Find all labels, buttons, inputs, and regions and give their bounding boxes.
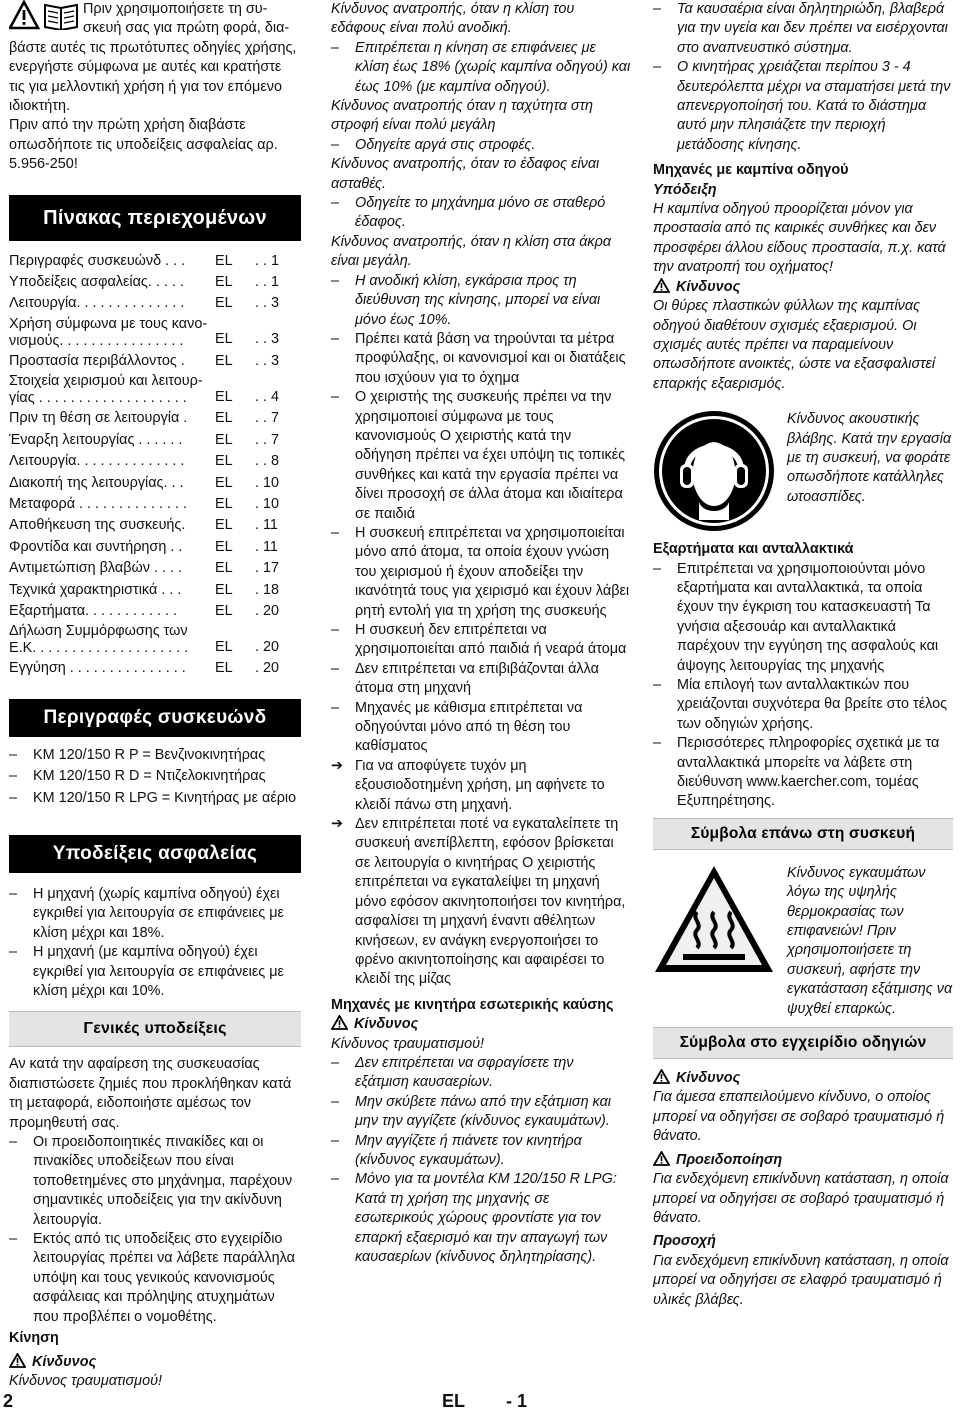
toc-item-lang: EL — [215, 638, 233, 655]
toc-item-title-cont: νισμούς. . . . . . . . . . . . . . . . — [9, 332, 184, 349]
warning-icon — [653, 1069, 670, 1084]
warning-icon — [653, 278, 670, 293]
toc-item-page: . 17 — [255, 560, 280, 577]
hot-surface-icon — [653, 864, 775, 976]
hint-text: Η καμπίνα οδηγού προορίζεται μόνον για προστασία από τις καιρικές συνθήκες και δεν προσφέρει άλλου είδους προστασία, π.χ. κατά την ανατροπή του οχήματος! — [653, 201, 946, 276]
toc-item-lang: EL — [215, 295, 233, 312]
arrow-item: ➔ Δεν επιτρέπεται ποτέ να εγκαταλείπετε τη συσκευή ανεπίβλεπτη, εφόσον βρίσκεται σε λειτουργία ο κινητήρας Ο χειριστής επιτρέπεται να εγκαταλείψει τη μηχανή μόνο εφόσον ακινητοποιήσει τον κινητήρα, ασφαλίσει τη μηχανή έναντι αθέλητων κινήσεων, εν ανάγκη ενεργοποιήσει το φρένο ακινητοποίησης και αφαιρέσει το κλειδί της μίζας — [331, 815, 631, 990]
toc-item[interactable] — [9, 538, 301, 557]
danger-description: Για άμεσα επαπειλούμενο κίνδυνο, ο οποίος μπορεί να οδηγήσει σε σοβαρό τραυματισμό ή θάνατο. — [653, 1089, 945, 1145]
column-right — [653, 0, 953, 1310]
list-item: – Ο κινητήρας χρειάζεται περίπου 3 - 4 δευτερόλεπτα μέχρι να σταματήσει μετά την απενεργοποίησή του. Κατά το διάστημα αυτό μην πλησιάζετε την περιοχή μετάδοσης κίνησης. — [653, 58, 953, 155]
toc-item-page: . . 8 — [255, 453, 279, 470]
toc-item-title: Φροντίδα και συντήρηση . . — [9, 538, 183, 555]
intro-safety-ref: Πριν από την πρώτη χρήση διαβάστε οπωσδήποτε τις υποδείξεις ασφαλείας αρ. 5.956-250! — [9, 117, 278, 173]
danger-label: Κίνδυνος — [331, 1015, 631, 1034]
cab-heading: Μηχανές με καμπίνα οδηγού — [653, 162, 849, 179]
toc-item-title: Αποθήκευση της συσκευής. — [9, 517, 186, 534]
engine-heading: Μηχανές με κινητήρα εσωτερικής καύσης — [331, 996, 614, 1013]
list-item: – Δεν επιτρέπεται να σφραγίσετε την εξάτμιση καυσαερίων. — [331, 1054, 631, 1093]
toc-item[interactable] — [9, 581, 301, 600]
toc-item-title: Δήλωση Συμμόρφωσης των — [9, 623, 188, 640]
toc-item-lang: EL — [215, 517, 233, 534]
toc-item-page: . . 7 — [255, 431, 279, 448]
toc-item-lang: EL — [215, 410, 233, 427]
toc-item-title: Τεχνικά χαρακτηριστικά . . . — [9, 581, 182, 598]
intro-line-1: Πριν χρησιμοποιήσετε τη συ- — [83, 1, 268, 17]
list-item: – Τα καυσαέρια είναι δηλητηριώδη, βλαβερά για την υγεία και δεν πρέπει να εισέρχονται στο αναπνευστικό σύστημα. — [653, 0, 953, 58]
toc-item[interactable] — [9, 559, 301, 578]
toc-item-title: Χρήση σύμφωνα με τους κανο- — [9, 315, 208, 332]
toc-item-lang: EL — [215, 660, 233, 677]
toc-item-lang: EL — [215, 431, 233, 448]
list-item: – Μόνο για τα μοντέλα KM 120/150 R LPG: Κατά τη χρήση της μηχανής σε εσωτερικούς χώρους φροντίστε για τον επαρκή εξαερισμό και την απαγωγή των καυσαερίων (κίνδυνος δηλητηρίασης). — [331, 1170, 631, 1267]
toc-item-title: Προστασία περιβάλλοντος . — [9, 352, 185, 369]
list-item: – KM 120/150 R P = Βενζινοκινητήρας — [9, 746, 301, 765]
list-item: – KM 120/150 R LPG = Κινητήρας με αέριο — [9, 789, 301, 808]
danger-label: Κίνδυνος — [653, 1069, 953, 1088]
hot-surface-row — [653, 864, 953, 1019]
list-item: – Οδηγείτε το μηχάνημα μόνο σε σταθερό έδαφος. — [331, 194, 631, 233]
toc-item[interactable] — [9, 602, 301, 621]
toc-item-page: . . 3 — [255, 331, 279, 348]
toc-item-page: . . 3 — [255, 295, 279, 312]
warning-icon — [653, 1151, 670, 1166]
toc-item-page: . . 1 — [255, 274, 279, 291]
toc-item-lang: EL — [215, 453, 233, 470]
toc-item-title: Στοιχεία χειρισμού και λειτουρ- — [9, 373, 203, 390]
list-item: – Πρέπει κατά βάση να τηρούνται τα μέτρα προφύλαξης, οι κανονισμοί και οι διατάξεις που ισχύουν για το όχημα — [331, 330, 631, 388]
toc-item[interactable] — [9, 294, 301, 313]
list-item: – Περισσότερες πληροφορίες σχετικά με τα ανταλλακτικά μπορείτε να λάβετε στη διεύθυνση www.kaercher.com, τομέας Εξυπηρέτησης. — [653, 734, 953, 812]
toc-item-lang: EL — [215, 474, 233, 491]
toc-heading: Πίνακας περιεχομένων — [9, 195, 301, 241]
hint-label: Υπόδειξη — [653, 181, 717, 198]
toc-item[interactable] — [9, 409, 301, 428]
list-item: – Επιτρέπεται να χρησιμοποιούνται μόνο εξαρτήματα και ανταλλακτικά, τα οποία έχουν την έγκριση του κατασκευαστή Τα γνήσια αξεσουάρ και ανταλλακτικά παρέχουν την εγγύηση της ασφαλούς και άψογης λειτουργίας της μηχανής — [653, 560, 953, 676]
toc-item-title: Μεταφορά . . . . . . . . . . . . . . — [9, 495, 187, 512]
page-number: 2 — [3, 1391, 14, 1411]
list-item: – Μία επιλογή των ανταλλακτικών που χρειάζονται συχνότερα θα βρείτε στο τέλος των οδηγιών χρήσης. — [653, 676, 953, 734]
toc-item-lang: EL — [215, 560, 233, 577]
risk-text: Κίνδυνος ανατροπής, όταν το έδαφος είναι ασταθές. — [331, 156, 600, 192]
hearing-protection-icon — [653, 410, 775, 532]
list-item: – Επιτρέπεται η κίνηση σε επιφάνειες με κλίση έως 18% (χωρίς καμπίνα οδηγού) και έως 10% (με καμπίνα οδηγού). — [331, 39, 631, 97]
toc-item-page: . 11 — [255, 538, 278, 555]
list-item: – Η μηχανή (με καμπίνα οδηγού) έχει εγκριθεί για λειτουργία σε επιφάνειες με κλίση μέχρι και 10%. — [9, 943, 301, 1001]
general-text: Αν κατά την αφαίρεση της συσκευασίας διαπιστώσετε ζημιές που προκλήθηκαν κατά τη μεταφορά, ειδοποιήστε αμέσως τον προμηθευτή σας. — [9, 1056, 292, 1131]
toc-item[interactable] — [9, 659, 301, 678]
list-item: – Μηχανές με κάθισμα επιτρέπεται να οδηγούνται μόνο από τη θέση του καθίσματος — [331, 699, 631, 757]
toc-item-title: Εγγύηση . . . . . . . . . . . . . . . — [9, 660, 186, 677]
general-heading: Γενικές υποδείξεις — [9, 1011, 301, 1047]
toc-item-lang: EL — [215, 388, 233, 405]
toc-item-lang: EL — [215, 602, 233, 619]
toc-item-page: . . 3 — [255, 352, 279, 369]
toc-item[interactable] — [9, 474, 301, 493]
intro-block — [9, 0, 301, 175]
hot-surface-text: Κίνδυνος εγκαυμάτων λόγω της υψηλής θερμοκρασίας των επιφανειών! Πριν χρησιμοποιήσετε τη συσκευή, αφήστε την εγκατάσταση εξάτμισης να ψυχθεί επαρκώς. — [787, 864, 953, 1017]
list-item: – Μην σκύβετε πάνω από την εξάτμιση και μην την αγγίζετε (κίνδυνος εγκαυμάτων). — [331, 1093, 631, 1132]
toc-item-page: . . 4 — [255, 388, 279, 405]
toc-item[interactable] — [9, 516, 301, 535]
column-middle — [331, 0, 631, 1267]
list-item: – KM 120/150 R D = Ντιζελοκινητήρας — [9, 767, 301, 786]
toc-item-page: . 20 — [255, 638, 280, 655]
danger-label: Κίνδυνος — [653, 278, 953, 297]
device-symbols-heading: Σύμβολα επάνω στη συσκευή — [653, 818, 953, 850]
danger-label: Κίνδυνος — [9, 1353, 301, 1372]
list-item: – Δεν επιτρέπεται να επιβιβάζονται άλλα άτομα στη μηχανή — [331, 660, 631, 699]
toc-item-title: Αντιμετώπιση βλαβών . . . . — [9, 560, 182, 577]
list-item: – Η συσκευή επιτρέπεται να χρησιμοποιείται μόνο από άτομα, τα οποία έχουν γνώση του χειρισμού ή έχουν αποδείξει την ικανότητά τους για χειρισμό και έχουν λάβει ρητή εντολή για τη χρήση της συσκευής — [331, 524, 631, 621]
toc-item-title: Λειτουργία. . . . . . . . . . . . . . — [9, 453, 185, 470]
risk-text: Κίνδυνος ανατροπής όταν η ταχύτητα στη στροφή είναι πολύ μεγάλη — [331, 98, 593, 134]
safety-list — [9, 885, 301, 1001]
toc-list — [9, 252, 301, 679]
intro-text: βάστε αυτές τις πρωτότυπες οδηγίες χρήσης, ενεργήστε σύμφωνα με αυτές και κρατήστε τις για μελλοντική χρήση ή για τον επόμενο ιδιοκτήτη. — [9, 39, 297, 115]
column-left — [9, 0, 301, 1391]
toc-item-title: Λειτουργία. . . . . . . . . . . . . . — [9, 295, 185, 312]
warning-manual-icon — [9, 0, 79, 30]
risk-text: Κίνδυνος ανατροπής, όταν η κλίση του εδάφους είναι πολύ ανοδική. — [331, 1, 575, 37]
toc-item[interactable] — [9, 352, 301, 371]
toc-item-title-cont: Ε.Κ. . . . . . . . . . . . . . . . . . . . — [9, 640, 189, 657]
toc-item[interactable] — [9, 495, 301, 514]
toc-item-page: . 20 — [255, 660, 280, 677]
toc-item-page: . 10 — [255, 495, 280, 512]
devices-list — [9, 746, 301, 808]
toc-item-title: Έναρξη λειτουργίας . . . . . . — [9, 431, 183, 448]
toc-item[interactable] — [9, 273, 301, 292]
hearing-protection-row — [653, 410, 953, 532]
toc-item-lang: EL — [215, 252, 233, 269]
list-item: – Ο χειριστής της συσκευής πρέπει να την χρησιμοποιεί σύμφωνα με τους κανονισμούς Ο χειριστής κατά την οδήγηση πρέπει να έχει υπόψη τις τοπικές συνθήκες και κατά την εργασία πρέπει να δίνει προσοχή σε άλλα άτομα και ιδιαίτερα σε παιδιά — [331, 388, 631, 524]
toc-item-title-cont: γίας . . . . . . . . . . . . . . . . . . . — [9, 390, 187, 407]
toc-item-page: . 20 — [255, 602, 280, 619]
motion-heading: Κίνηση — [9, 1330, 59, 1347]
toc-item[interactable] — [9, 623, 301, 657]
footer-language: EL — [442, 1391, 466, 1411]
list-item: – Εκτός από τις υποδείξεις στο εγχειρίδιο λειτουργίας πρέπει να λάβετε παράλληλα υπόψη και τους γενικούς κανονισμούς ασφάλειας και πρόληψης ατυχημάτων που προβλέπει ο νομοθέτης. — [9, 1230, 301, 1327]
toc-item-lang: EL — [215, 581, 233, 598]
toc-item[interactable] — [9, 431, 301, 450]
accessories-heading: Εξαρτήματα και ανταλλακτικά — [653, 541, 854, 558]
toc-item-page: . 11 — [255, 517, 278, 534]
toc-item-page: . 10 — [255, 474, 280, 491]
toc-item-lang: EL — [215, 274, 233, 291]
toc-item-title: Περιγραφές συσκευώνδ . . . — [9, 252, 186, 269]
danger-text: Οι θύρες πλαστικών φύλλων της καμπίνας οδηγού διαθέτουν σχισμές εξαερισμού. Οι σχισμές αυτές πρέπει να παραμείνουν οπωσδήποτε ανοικτές, ώστε να εξασφαλιστεί επαρκής εξαερισμός. — [653, 298, 936, 392]
warning-icon — [331, 1015, 348, 1030]
manual-symbols-heading: Σύμβολα στο εγχειρίδιο οδηγιών — [653, 1027, 953, 1059]
toc-item-title: Εξαρτήματα. . . . . . . . . . . . — [9, 602, 178, 619]
toc-item-title: Διακοπή της λειτουργίας. . . — [9, 474, 184, 491]
toc-item-page: . . 1 — [255, 252, 279, 269]
warning-description: Για ενδεχόμενη επικίνδυνη κατάσταση, η οποία μπορεί να οδηγήσει σε σοβαρό τραυματισμό ή θάνατο. — [653, 1171, 949, 1226]
list-item: – Η ανοδική κλίση, εγκάρσια προς τη διεύθυνση της κίνησης, μπορεί να είναι μόνο έως 10%. — [331, 272, 631, 330]
toc-item-title: Πριν τη θέση σε λειτουργία . — [9, 410, 188, 427]
risk-text: Κίνδυνος ανατροπής, όταν η κλίση στα άκρα είναι μεγάλη. — [331, 233, 612, 270]
toc-item-lang: EL — [215, 331, 233, 348]
devices-heading: Περιγραφές συσκευώνδ — [9, 699, 301, 737]
list-item: – Η μηχανή (χωρίς καμπίνα οδηγού) έχει εγκριθεί για λειτουργία σε επιφάνειες με κλίση μέχρι και 18%. — [9, 885, 301, 943]
warning-icon — [9, 1353, 26, 1368]
toc-item-lang: EL — [215, 495, 233, 512]
general-block — [9, 1055, 301, 1391]
caution-description: Για ενδεχόμενη επικίνδυνη κατάσταση, η οποία μπορεί να οδηγήσει σε ελαφρό τραυματισμό ή υλικές βλάβες. — [653, 1252, 949, 1308]
list-item: – Μην αγγίζετε ή πιάνετε τον κινητήρα (κίνδυνος εγκαυμάτων). — [331, 1132, 631, 1171]
danger-text: Κίνδυνος τραυματισμού! — [331, 1035, 484, 1052]
intro-line-2: σκευή σας για πρώτη φορά, δια- — [83, 20, 290, 37]
list-item: – Η συσκευή δεν επιτρέπεται να χρησιμοποιείται από παιδιά ή νεαρά άτομα — [331, 621, 631, 660]
caution-label: Προσοχή — [653, 1233, 716, 1250]
toc-item-lang: EL — [215, 538, 233, 555]
toc-item-page: . . 7 — [255, 410, 279, 427]
list-item: – Οδηγείτε αργά στις στροφές. — [331, 136, 631, 155]
list-item: – Οι προειδοποιητικές πινακίδες και οι πινακίδες υποδείξεων που είναι τοποθετημένες στο μηχάνημα, παρέχουν σημαντικές υποδείξεις για την ακίνδυνη λειτουργία. — [9, 1133, 301, 1230]
footer-section-page: - 1 — [506, 1391, 528, 1411]
toc-item[interactable] — [9, 316, 301, 350]
toc-item[interactable] — [9, 452, 301, 471]
warning-label: Προειδοποίηση — [653, 1151, 953, 1170]
hearing-protection-text: Κίνδυνος ακουστικής βλάβης. Κατά την εργασία με τη συσκευή, να φοράτε οπωσδήποτε κατάλληλες ωτοασπίδες. — [787, 411, 952, 505]
toc-item[interactable] — [9, 252, 301, 271]
safety-heading: Υποδείξεις ασφαλείας — [9, 835, 301, 873]
arrow-item: ➔ Για να αποφύγετε τυχόν μη εξουσιοδοτημένη χρήση, μη αφήνετε το κλειδί πάνω στη μηχανή. — [331, 757, 631, 815]
danger-text: Κίνδυνος τραυματισμού! — [9, 1372, 162, 1389]
toc-item-lang: EL — [215, 352, 233, 369]
toc-item-page: . 18 — [255, 581, 280, 598]
toc-item[interactable] — [9, 373, 301, 407]
toc-item-title: Υποδείξεις ασφαλείας. . . . . — [9, 274, 184, 291]
